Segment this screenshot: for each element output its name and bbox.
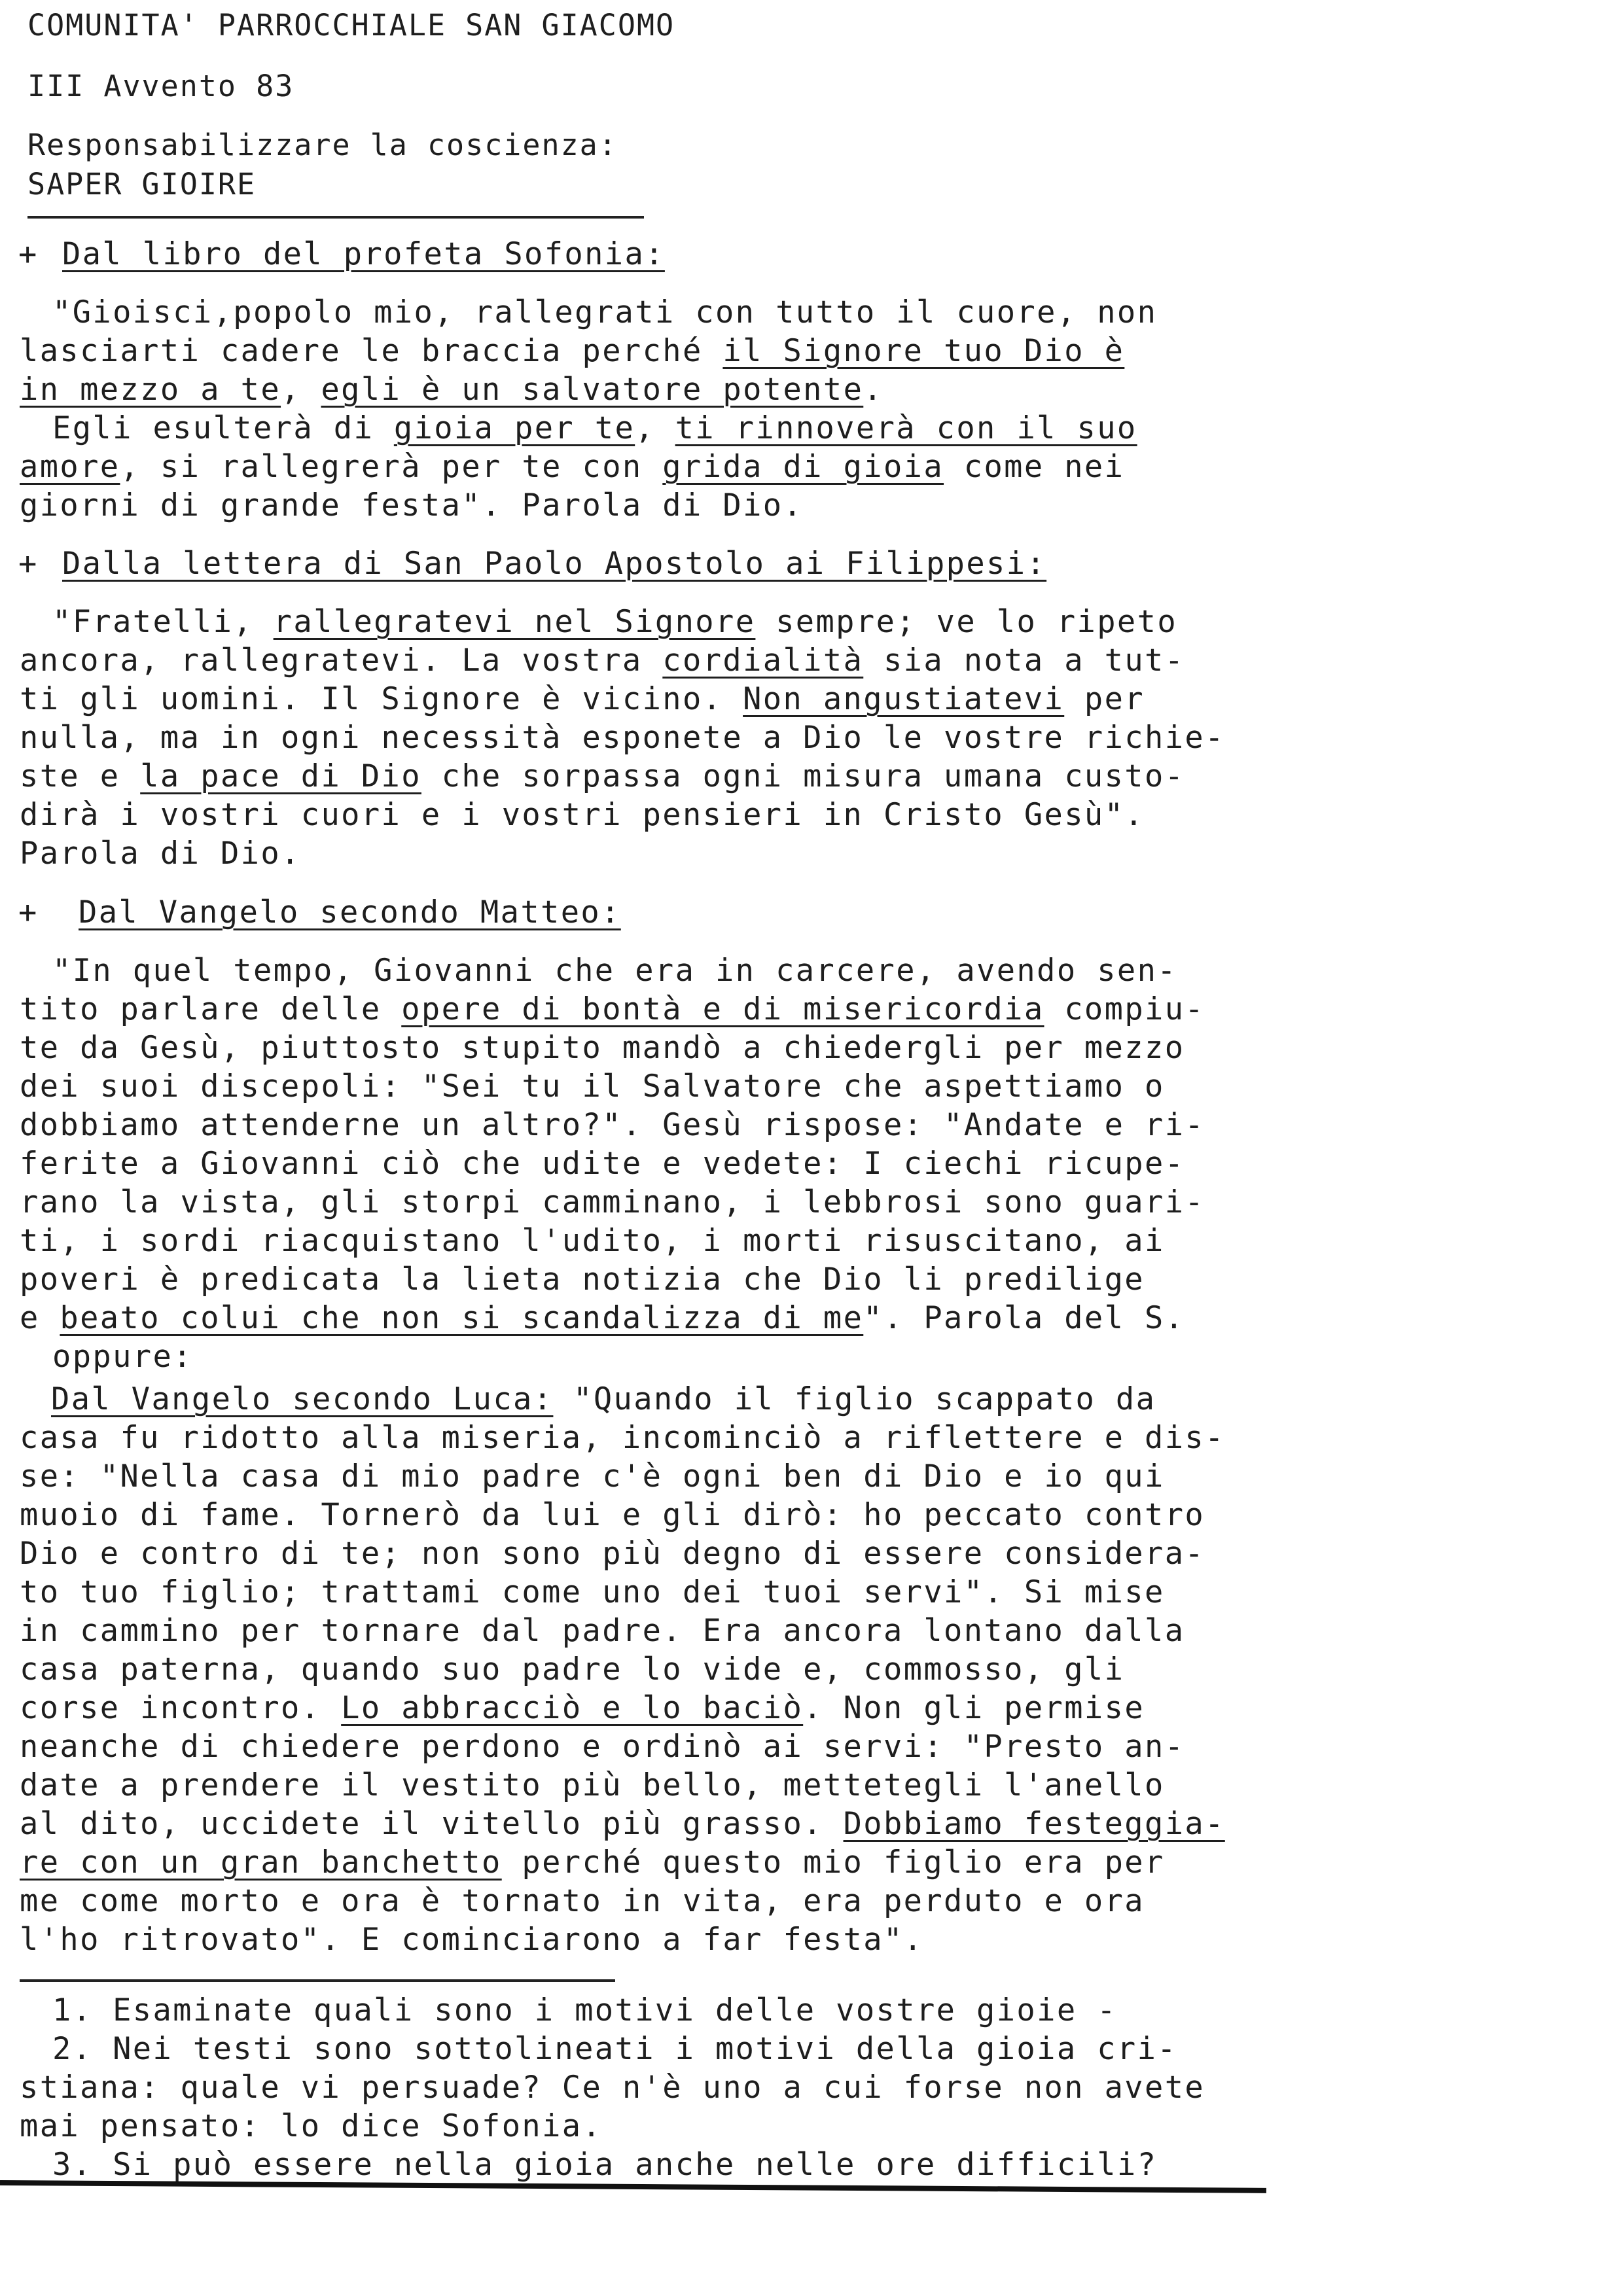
reading-title-filippesi — [62, 545, 1046, 583]
reading-title-text: Dal libro del profeta Sofonia: — [62, 236, 665, 272]
text-segment: , si rallegrerà per te con — [120, 449, 663, 485]
text-line — [52, 1338, 193, 1376]
text-segment: , — [281, 372, 321, 408]
text-line — [20, 1496, 1205, 1534]
text-segment: giorni di grande festa". Parola di Dio. — [20, 487, 804, 523]
text-line — [20, 1882, 1145, 1920]
text-line — [20, 1029, 1185, 1067]
text-segment: perché questo mio figlio era per — [501, 1845, 1165, 1881]
text-segment: to tuo figlio; trattami come uno dei tuoi servi". Si mise — [20, 1574, 1165, 1610]
underlined-phrase: ti rinnoverà con il suo — [675, 410, 1137, 446]
text-line — [20, 1805, 1225, 1843]
text-segment: sempre; ve lo ripeto — [755, 604, 1178, 640]
text-segment: ". Parola del S. — [863, 1300, 1185, 1336]
reading-title-sofonia — [62, 236, 665, 274]
text-segment: 3. Si può essere nella gioia anche nelle ore difficili? — [52, 2147, 1158, 2183]
text-line — [20, 796, 1145, 834]
text-segment: muoio di fame. Tornerò da lui e gli dirò: ho peccato contro — [20, 1497, 1205, 1533]
text-segment: date a prendere il vestito più bello, mettetegli l'anello — [20, 1767, 1165, 1803]
reading-title-tail: "Quando il figlio scappato da — [553, 1381, 1156, 1417]
text-line — [20, 1106, 1205, 1144]
reading-title-matteo — [79, 894, 621, 932]
text-segment: Egli esulterà di — [52, 410, 394, 446]
text-segment: rano la vista, gli storpi camminano, i lebbrosi sono guari- — [20, 1184, 1205, 1220]
text-segment: "Gioisci,popolo mio, rallegrati con tutto il cuore, non — [52, 294, 1158, 330]
reading-marker: + — [18, 894, 39, 930]
text-line — [52, 603, 1177, 641]
text-segment: te da Gesù, piuttosto stupito mandò a chiedergli per mezzo — [20, 1030, 1185, 1066]
text-line — [20, 1612, 1185, 1650]
text-segment: per — [1064, 681, 1145, 717]
text-segment: . — [863, 372, 883, 408]
text-line — [20, 1574, 1165, 1612]
underlined-phrase: re con un gran banchetto — [20, 1845, 502, 1881]
underlined-phrase: egli è un salvatore potente — [321, 372, 864, 408]
text-segment: stiana: quale vi persuade? Ce n'è uno a cui forse non avete — [20, 2070, 1205, 2106]
text-segment: ti, i sordi riacquistano l'udito, i morti risuscitano, ai — [20, 1223, 1165, 1259]
underlined-phrase: grida di gioia — [662, 449, 944, 485]
reading-title-text: Dal Vangelo secondo Luca: — [51, 1381, 554, 1417]
underlined-phrase: amore — [20, 449, 120, 485]
text-line — [52, 294, 1157, 332]
text-line — [20, 642, 1185, 680]
text-line — [20, 2069, 1205, 2107]
text-segment: 1. Esaminate quali sono i motivi delle vostre gioie - — [52, 1992, 1117, 2028]
text-segment: me come morto e ora è tornato in vita, era perduto e ora — [20, 1883, 1145, 1919]
underlined-phrase: Lo abbracciò e lo baciò — [341, 1690, 804, 1726]
text-segment: compiu- — [1044, 991, 1205, 1027]
text-line — [52, 2030, 1177, 2068]
text-line — [20, 1921, 923, 1959]
text-line — [20, 719, 1225, 757]
text-segment: "Fratelli, — [52, 604, 274, 640]
text-segment: casa paterna, quando suo padre lo vide e, commosso, gli — [20, 1651, 1125, 1687]
reading-title-luca — [51, 1381, 1156, 1419]
text-segment: mai pensato: lo dice Sofonia. — [20, 2108, 603, 2144]
text-segment: al dito, uccidete il vitello più grasso. — [20, 1806, 844, 1842]
text-segment: "In quel tempo, Giovanni che era in carcere, avendo sen- — [52, 953, 1177, 989]
subtheme-line: SAPER GIOIRE — [27, 167, 257, 202]
text-line — [52, 410, 1137, 448]
questions-separator — [20, 1979, 615, 1982]
reading-title-text: Dalla lettera di San Paolo Apostolo ai Filippesi: — [62, 546, 1047, 582]
text-segment: tito parlare delle — [20, 991, 402, 1027]
theme-line: Responsabilizzare la coscienza: — [27, 128, 618, 162]
text-segment: oppure: — [52, 1339, 193, 1375]
text-line — [20, 1068, 1165, 1106]
underlined-phrase: in mezzo a te — [20, 372, 281, 408]
text-segment: ferite a Giovanni ciò che udite e vedete: I ciechi ricupe- — [20, 1146, 1185, 1182]
text-line — [20, 1651, 1124, 1689]
reading-marker: + — [18, 236, 39, 272]
text-segment: , — [635, 410, 675, 446]
text-line — [20, 1145, 1185, 1183]
text-line — [20, 332, 1124, 370]
underlined-phrase: Dobbiamo festeggia- — [843, 1806, 1225, 1842]
text-line — [20, 487, 803, 525]
text-segment: poveri è predicata la lieta notizia che Dio li predilige — [20, 1262, 1145, 1298]
underlined-phrase: opere di bontà e di misericordia — [401, 991, 1044, 1027]
text-line — [20, 835, 301, 873]
underlined-phrase: cordialità — [662, 643, 864, 679]
text-segment: neanche di chiedere perdono e ordinò ai servi: "Presto an- — [20, 1729, 1185, 1765]
text-line — [20, 1689, 1145, 1727]
text-segment: dirà i vostri cuori e i vostri pensieri in Cristo Gesù". — [20, 797, 1145, 833]
text-line — [20, 1728, 1185, 1766]
text-line — [20, 1419, 1225, 1457]
text-segment: in cammino per tornare dal padre. Era ancora lontano dalla — [20, 1613, 1185, 1649]
text-segment: dei suoi discepoli: "Sei tu il Salvatore che aspettiamo o — [20, 1069, 1165, 1104]
text-line — [20, 1535, 1205, 1573]
text-line — [20, 1844, 1165, 1882]
text-segment: ancora, rallegratevi. La vostra — [20, 643, 663, 679]
text-line — [52, 1992, 1117, 2030]
underlined-phrase: la pace di Dio — [140, 758, 421, 794]
text-line — [20, 2108, 602, 2146]
text-segment: come nei — [944, 449, 1125, 485]
text-segment: se: "Nella casa di mio padre c'è ogni ben di Dio e io qui — [20, 1458, 1165, 1494]
text-line — [20, 1222, 1165, 1260]
text-line — [20, 1458, 1165, 1496]
reading-marker: + — [18, 546, 39, 582]
text-segment: Dio e contro di te; non sono più degno di essere considera- — [20, 1536, 1205, 1572]
underlined-phrase: beato colui che non si scandalizza di me — [60, 1300, 864, 1336]
text-segment: casa fu ridotto alla miseria, incominciò a riflettere e dis- — [20, 1420, 1225, 1456]
occasion: III Avvento 83 — [27, 69, 294, 103]
text-line — [20, 991, 1205, 1029]
text-segment: lasciarti cadere le braccia perché — [20, 333, 723, 369]
text-line — [20, 448, 1124, 486]
text-segment: e — [20, 1300, 60, 1336]
text-line — [20, 1767, 1165, 1805]
text-segment: corse incontro. — [20, 1690, 342, 1726]
text-segment: dobbiamo attenderne un altro?". Gesù rispose: "Andate e ri- — [20, 1107, 1205, 1143]
text-line — [20, 371, 883, 409]
text-line — [20, 1184, 1205, 1222]
underlined-phrase: Non angustiatevi — [743, 681, 1065, 717]
text-segment: che sorpassa ogni misura umana custo- — [421, 758, 1185, 794]
text-line — [20, 758, 1185, 796]
community-name: COMUNITA' PARROCCHIALE SAN GIACOMO — [27, 8, 675, 43]
text-segment: sia nota a tut- — [863, 643, 1185, 679]
text-segment: Parola di Dio. — [20, 836, 301, 872]
text-line — [52, 2146, 1157, 2184]
text-segment: l'ho ritrovato". E cominciarono a far festa". — [20, 1922, 924, 1958]
reading-title-text: Dal Vangelo secondo Matteo: — [79, 894, 621, 930]
text-line — [20, 1299, 1185, 1337]
underlined-phrase: gioia per te — [393, 410, 635, 446]
header-separator — [27, 216, 644, 219]
text-segment: ste e — [20, 758, 141, 794]
text-segment: . Non gli permise — [803, 1690, 1145, 1726]
text-segment: ti gli uomini. Il Signore è vicino. — [20, 681, 743, 717]
text-line — [20, 680, 1145, 718]
underlined-phrase: il Signore tuo Dio è — [722, 333, 1125, 369]
text-line — [52, 952, 1177, 990]
underlined-phrase: rallegratevi nel Signore — [273, 604, 756, 640]
text-line — [20, 1261, 1145, 1299]
text-segment: nulla, ma in ogni necessità esponete a Dio le vostre richie- — [20, 720, 1225, 756]
text-segment: 2. Nei testi sono sottolineati i motivi della gioia cri- — [52, 2031, 1177, 2067]
